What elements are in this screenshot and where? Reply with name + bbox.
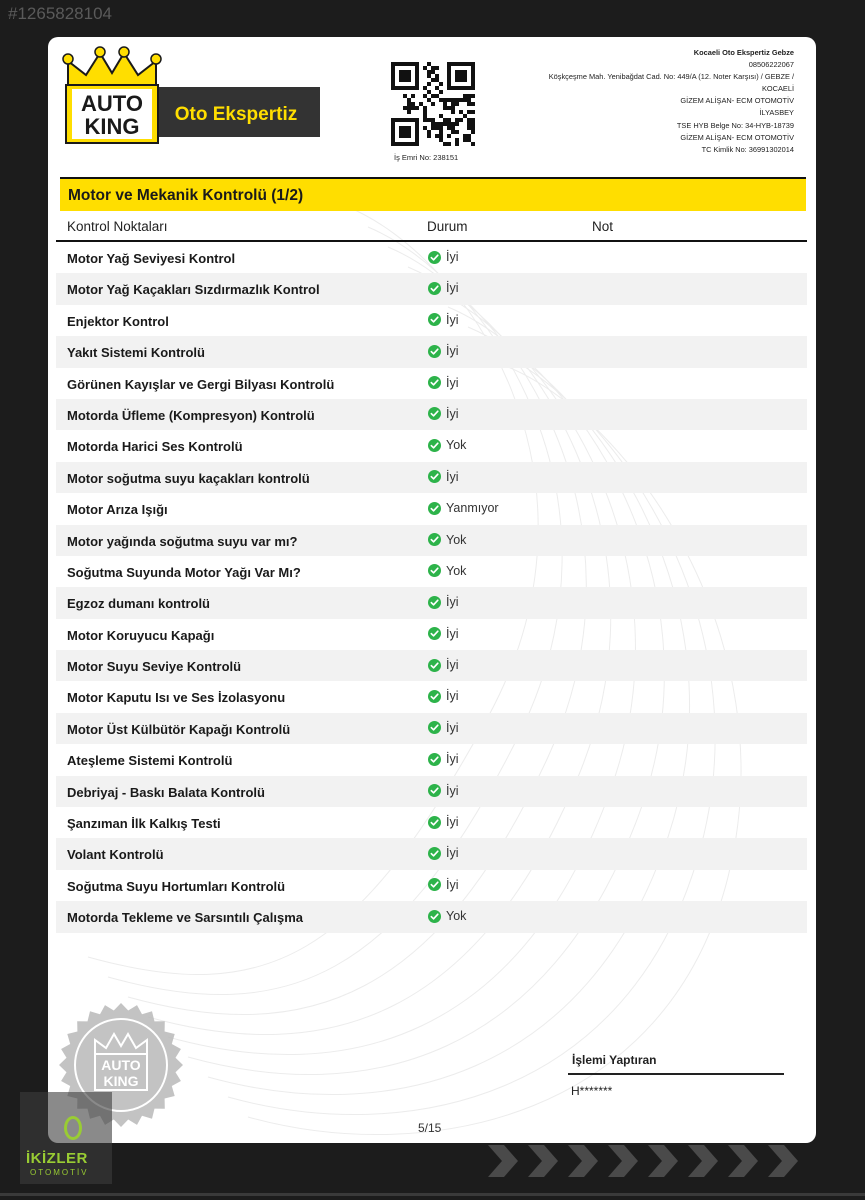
table-body xyxy=(56,242,807,933)
table-row xyxy=(56,870,807,901)
check-status-text: İyi xyxy=(446,595,459,610)
check-circle-icon xyxy=(428,910,441,923)
table-row xyxy=(56,681,807,712)
check-status xyxy=(428,846,459,860)
check-circle-icon xyxy=(428,878,441,891)
check-status xyxy=(428,250,459,264)
signature-value: H******* xyxy=(571,1084,613,1098)
check-status-text: Yok xyxy=(446,532,467,547)
section-title: Motor ve Mekanik Kontrolü (1/2) xyxy=(68,187,304,204)
chevron-shape xyxy=(648,1145,678,1177)
header-note: Not xyxy=(592,219,614,234)
check-item-name: Motor soğutma suyu kaçakları kontrolü xyxy=(67,470,310,486)
check-item-name: Motor Suyu Seviye Kontrolü xyxy=(67,659,242,675)
check-status-text: Yanmıyor xyxy=(446,501,499,516)
company-district: İLYASBEY xyxy=(759,108,794,118)
table-row xyxy=(56,901,807,932)
check-status-text: İyi xyxy=(446,658,459,673)
company-owner-2: GİZEM ALİŞAN- ECM OTOMOTİV xyxy=(680,132,794,142)
check-item-name: Debriyaj - Baskı Balata Kontrolü xyxy=(67,784,265,800)
check-status-text: İyi xyxy=(446,344,459,359)
check-item-name: Motor yağında soğutma suyu var mı? xyxy=(67,533,298,549)
table-row xyxy=(56,399,807,430)
check-status-text: İyi xyxy=(446,281,459,296)
check-status xyxy=(428,752,459,766)
check-circle-icon xyxy=(428,847,441,860)
check-item-name: Motorda Üfleme (Kompresyon) Kontrolü xyxy=(67,407,315,423)
table-row xyxy=(56,493,807,524)
check-circle-icon xyxy=(428,627,441,640)
signature-label: İşlemi Yaptıran xyxy=(572,1053,657,1067)
check-status-text: Yok xyxy=(446,563,467,578)
check-item-name: Enjektor Kontrol xyxy=(67,313,169,329)
check-status xyxy=(428,627,459,641)
check-status xyxy=(428,721,459,735)
chevron-decoration xyxy=(488,1141,818,1181)
table-row xyxy=(56,807,807,838)
inspection-table xyxy=(56,213,807,933)
check-status xyxy=(428,815,459,829)
check-status xyxy=(428,784,459,798)
chevron-shape xyxy=(608,1145,638,1177)
check-status-text: İyi xyxy=(446,250,459,264)
check-circle-icon xyxy=(428,439,441,452)
check-status xyxy=(428,376,459,390)
company-name: Kocaeli Oto Ekspertiz Gebze xyxy=(693,48,794,57)
check-circle-icon xyxy=(428,816,441,829)
logo-line1: AUTO xyxy=(81,91,143,116)
table-row xyxy=(56,430,807,461)
check-status xyxy=(428,564,466,578)
listing-id: #1265828104 xyxy=(8,4,113,23)
signature-line xyxy=(568,1073,784,1075)
check-status-text: İyi xyxy=(446,783,459,798)
dealer-logo-icon xyxy=(64,1116,82,1140)
qr-code xyxy=(391,62,475,146)
dealer-watermark xyxy=(20,1092,112,1184)
check-item-name: Volant Kontrolü xyxy=(67,847,164,863)
table-row xyxy=(56,838,807,869)
check-circle-icon xyxy=(428,784,441,797)
check-status xyxy=(428,313,459,327)
check-status xyxy=(428,909,466,923)
bottom-divider xyxy=(0,1193,865,1196)
check-item-name: Motor Üst Külbütör Kapağı Kontrolü xyxy=(67,721,291,737)
check-status-text: İyi xyxy=(446,312,459,327)
header-status: Durum xyxy=(427,219,468,234)
table-row xyxy=(56,368,807,399)
check-circle-icon xyxy=(428,659,441,672)
table-row xyxy=(56,650,807,681)
page-number: 5/15 xyxy=(418,1121,442,1135)
company-address-line2: KOCAELİ xyxy=(761,84,794,94)
dealer-name: İKİZLER xyxy=(26,1150,88,1167)
company-address-line1: Köşkçeşme Mah. Yenibağdat Cad. No: 449/A (12. Noter Karşısı) / GEBZE / xyxy=(548,72,794,82)
check-status-text: İyi xyxy=(446,877,459,892)
table-row xyxy=(56,336,807,367)
chevron-shape xyxy=(768,1145,798,1177)
check-status-text: Yok xyxy=(446,438,467,453)
logo-tagline: Oto Ekspertiz xyxy=(174,104,298,125)
autoking-logo xyxy=(64,47,322,147)
check-status-text: Yok xyxy=(446,909,467,924)
check-item-name: Görünen Kayışlar ve Gergi Bilyası Kontrolü xyxy=(67,376,335,392)
check-circle-icon xyxy=(428,502,441,515)
chevron-shape xyxy=(568,1145,598,1177)
check-item-name: Motor Yağ Seviyesi Kontrol xyxy=(67,251,236,266)
tse-certificate: TSE HYB Belge No: 34-HYB-18739 xyxy=(676,120,794,130)
check-status-text: İyi xyxy=(446,720,459,735)
check-item-name: Motorda Tekleme ve Sarsıntılı Çalışma xyxy=(67,910,304,926)
check-item-name: Motor Yağ Kaçakları Sızdırmazlık Kontrol xyxy=(67,282,320,298)
section-header xyxy=(60,177,806,211)
work-order-number: İş Emri No: 238151 xyxy=(394,153,459,162)
header-item: Kontrol Noktaları xyxy=(67,219,168,234)
chevron-shape xyxy=(728,1145,758,1177)
chevron-shape xyxy=(528,1145,558,1177)
table-row xyxy=(56,305,807,336)
check-circle-icon xyxy=(428,376,441,389)
tax-id: TC Kimlik No: 36991302014 xyxy=(701,144,794,154)
check-status-text: İyi xyxy=(446,815,459,830)
check-circle-icon xyxy=(428,251,441,264)
table-row xyxy=(56,525,807,556)
check-status-text: İyi xyxy=(446,406,459,421)
table-row xyxy=(56,776,807,807)
check-circle-icon xyxy=(428,313,441,326)
check-circle-icon xyxy=(428,690,441,703)
check-status xyxy=(428,658,459,672)
check-item-name: Soğutma Suyu Hortumları Kontrolü xyxy=(67,878,286,894)
check-status xyxy=(428,689,459,703)
check-item-name: Ateşleme Sistemi Kontrolü xyxy=(67,753,233,769)
table-row xyxy=(56,556,807,587)
chevron-shape xyxy=(688,1145,718,1177)
company-owner: GİZEM ALİŞAN- ECM OTOMOTİV xyxy=(680,96,794,106)
check-status-text: İyi xyxy=(446,752,459,767)
check-status-text: İyi xyxy=(446,375,459,390)
table-row xyxy=(56,242,807,273)
check-status xyxy=(428,501,499,515)
check-status-text: İyi xyxy=(446,689,459,704)
seal-line2: KING xyxy=(103,1073,139,1089)
check-status-text: İyi xyxy=(446,469,459,484)
check-circle-icon xyxy=(428,533,441,546)
table-row xyxy=(56,273,807,304)
chevron-shape xyxy=(488,1145,518,1177)
table-row xyxy=(56,744,807,775)
check-status xyxy=(428,470,459,484)
dealer-subtitle: OTOMOTİV xyxy=(30,1168,89,1177)
check-circle-icon xyxy=(428,282,441,295)
check-circle-icon xyxy=(428,596,441,609)
check-status xyxy=(428,281,459,295)
check-status-text: İyi xyxy=(446,626,459,641)
check-item-name: Motor Kaputu Isı ve Ses İzolasyonu xyxy=(67,690,286,706)
expertise-report-page xyxy=(26,37,816,1177)
table-row xyxy=(56,462,807,493)
check-item-name: Motor Koruyucu Kapağı xyxy=(67,627,215,643)
logo-line2: KING xyxy=(84,114,140,139)
check-status xyxy=(428,407,459,421)
check-circle-icon xyxy=(428,564,441,577)
table-row xyxy=(56,619,807,650)
table-header xyxy=(56,213,807,242)
company-info xyxy=(494,47,794,156)
check-item-name: Motor Arıza Işığı xyxy=(67,502,168,518)
check-status xyxy=(428,533,466,547)
company-phone: 08506222067 xyxy=(748,60,794,70)
check-circle-icon xyxy=(428,753,441,766)
check-status xyxy=(428,438,466,452)
seal-line1: AUTO xyxy=(101,1057,141,1073)
check-circle-icon xyxy=(428,345,441,358)
check-item-name: Egzoz dumanı kontrolü xyxy=(67,596,210,612)
check-status xyxy=(428,344,459,358)
check-item-name: Soğutma Suyunda Motor Yağı Var Mı? xyxy=(67,564,301,580)
check-item-name: Motorda Harici Ses Kontrolü xyxy=(67,439,243,455)
table-row xyxy=(56,587,807,618)
table-row xyxy=(56,713,807,744)
check-status-text: İyi xyxy=(446,846,459,861)
check-item-name: Yakıt Sistemi Kontrolü xyxy=(67,345,205,361)
check-circle-icon xyxy=(428,721,441,734)
check-status xyxy=(428,878,459,892)
check-circle-icon xyxy=(428,407,441,420)
check-circle-icon xyxy=(428,470,441,483)
check-status xyxy=(428,595,459,609)
check-item-name: Şanzıman İlk Kalkış Testi xyxy=(67,816,221,832)
